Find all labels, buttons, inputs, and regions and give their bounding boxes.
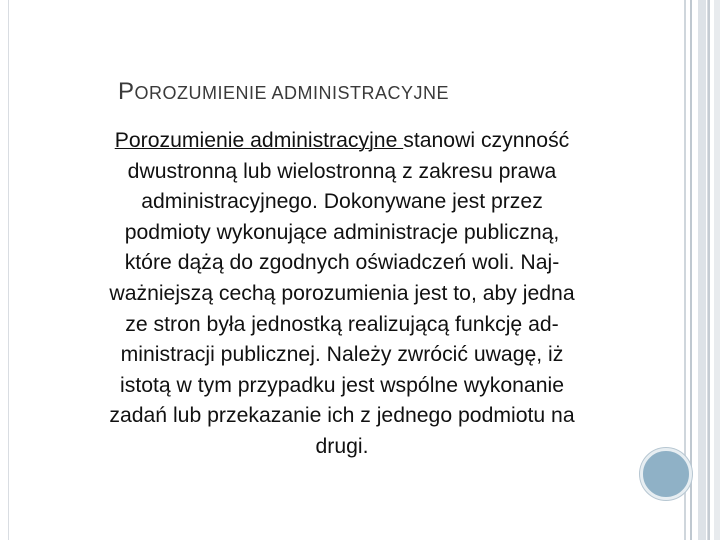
title-initial: P — [118, 78, 135, 105]
decorative-circle-icon — [640, 448, 692, 500]
body-line: istotą w tym przypadku jest wspólne wykonanie — [120, 373, 564, 397]
stripe-5 — [714, 0, 720, 540]
body-line-1 — [72, 126, 612, 157]
body-line: administracyjnego. Dokonywane jest przez — [141, 190, 543, 214]
body-line: ministracji publicznej. Należy zwrócić uwagę, iż — [120, 343, 564, 367]
stripe-2 — [690, 0, 692, 540]
side-stripes-decoration — [684, 0, 720, 540]
title-rest: OROZUMIENIE ADMINISTRACYJNE — [134, 83, 450, 103]
body-line: podmioty wykonujące administracje publiczną, — [124, 220, 560, 244]
body-line: które dążą do zgodnych oświadczeń woli. Naj- — [124, 251, 560, 275]
body-line: ważniejszą cechą porozumienia jest to, aby jedna — [109, 281, 575, 305]
body-line: drugi. — [315, 434, 369, 458]
body-line-1-rest: stanowi czynność — [403, 129, 570, 152]
body-line: ze stron była jednostką realizującą funkcję ad- — [125, 312, 559, 336]
stripe-4 — [708, 0, 710, 540]
slide-title — [118, 78, 638, 106]
body-line: zadań lub przekazanie ich z jednego podmiotu na — [109, 404, 575, 428]
stripe-3 — [698, 0, 706, 540]
slide-body — [72, 126, 612, 463]
underlined-term: Porozumienie administracyjne — [114, 129, 404, 152]
body-line: dwustronną lub wielostronną z zakresu prawa — [127, 159, 557, 183]
